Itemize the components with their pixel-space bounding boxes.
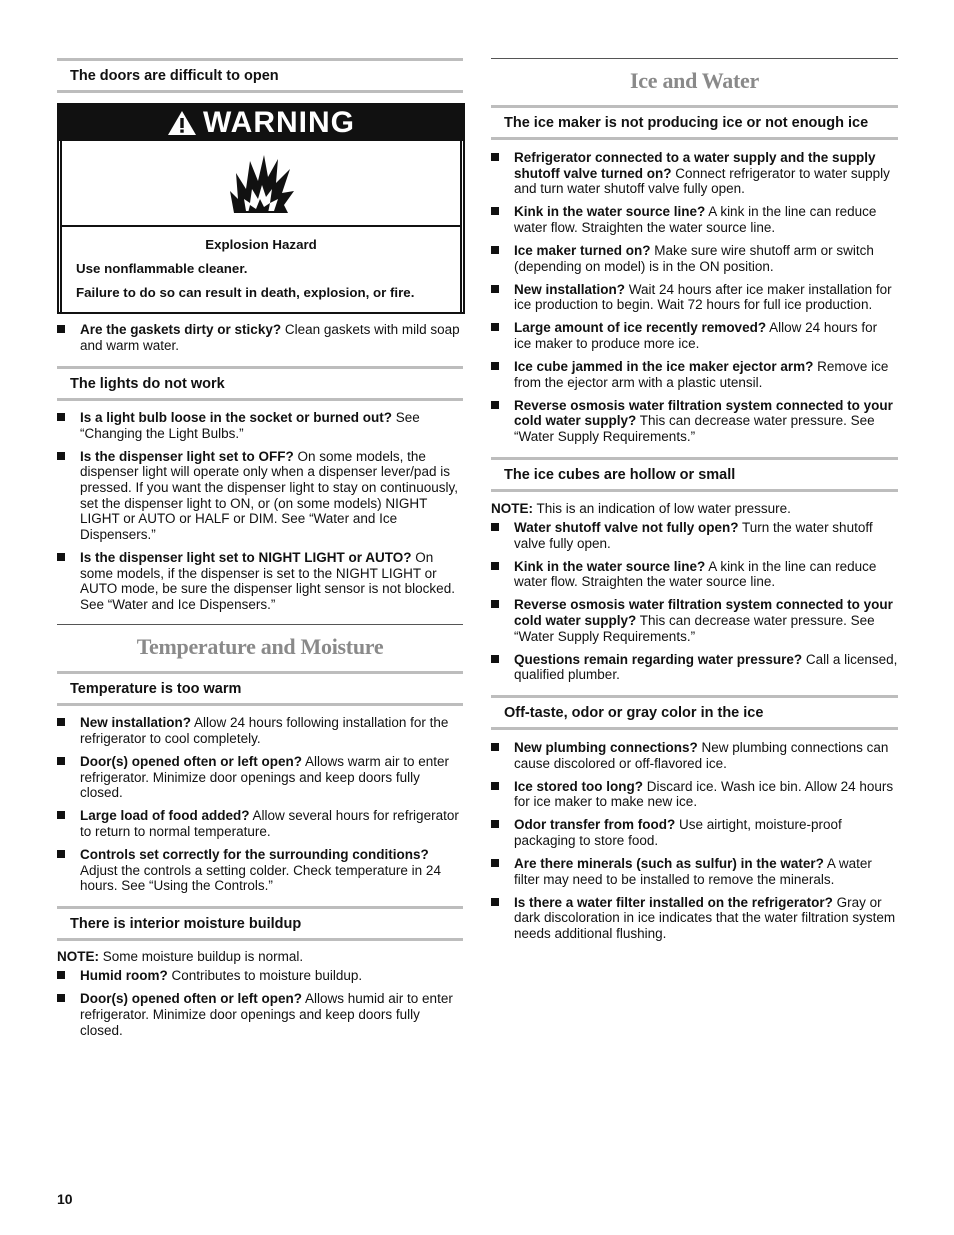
bullet-square-icon [491,859,499,867]
item-answer: Wait 24 hours after ice maker installation for ice production to begin. Wait 72 hours for full ice production. [514,281,892,313]
moisture-heading: There is interior moisture buildup [57,906,463,941]
bullet-square-icon [491,820,499,828]
list-item [57,550,463,612]
right-column [491,58,898,949]
item-answer: Turn the water shutoff valve fully open. [514,520,873,551]
item-answer: Contributes to moisture buildup. [167,968,363,984]
item-answer: Adjust the controls a setting colder. Check temperature in 24 hours. See “Using the Controls.” [80,862,441,894]
list-item [491,243,898,274]
item-answer: This can decrease water pressure. See “Water Supply Requirements.” [514,413,875,444]
bullet-square-icon [57,325,65,333]
off-taste-list [491,740,898,942]
warning-icon-area [60,141,462,227]
item-answer: Connect refrigerator to water supply and turn water shutoff valve fully open. [514,165,890,197]
hazard-title: Explosion Hazard [205,237,317,252]
item-question: Controls set correctly for the surrounding conditions? [80,846,429,862]
bullet-square-icon [491,207,499,215]
item-question: Is the dispenser light set to NIGHT LIGHT or AUTO? [80,549,412,565]
lights-heading: The lights do not work [57,366,463,401]
bullet-square-icon [491,782,499,790]
list-item [57,754,463,801]
item-answer: On some models, if the dispenser is set to the NIGHT LIGHT or AUTO mode, be sure the dispenser light sensor is not blocked. See “Water and Ice Dispensers.” [80,549,455,612]
bullet-square-icon [57,757,65,765]
bullet-square-icon [491,323,499,331]
item-question: Door(s) opened often or left open? [80,754,302,769]
list-item [491,150,898,197]
list-item [491,204,898,235]
bullet-square-icon [57,413,65,421]
item-answer: Call a licensed, qualified plumber. [514,651,898,683]
item-question: Kink in the water source line? [514,204,706,220]
note-label: NOTE: [491,500,533,516]
bullet-square-icon [491,153,499,161]
warning-body [60,227,462,312]
item-question: Odor transfer from food? [514,817,676,833]
note-text: Some moisture buildup is normal. [99,948,304,964]
list-item [491,856,898,887]
item-answer: Use airtight, moisture-proof packaging to store food. [514,817,842,848]
list-item [57,991,463,1038]
page-number: 10 [57,1191,73,1207]
warning-line-2: Failure to do so can result in death, explosion, or fire. [76,285,415,300]
item-answer: Allow 24 hours following installation for the refrigerator to cool completely. [80,715,449,746]
item-question: Questions remain regarding water pressure? [514,651,803,667]
bullet-square-icon [491,523,499,531]
bullet-square-icon [57,553,65,561]
warning-header [59,105,463,141]
no-ice-list [491,150,898,445]
item-question: Humid room? [80,968,168,984]
item-answer: Allows warm air to enter refrigerator. Minimize door openings and keep doors fully closed. [80,754,450,801]
bullet-square-icon [57,850,65,858]
item-answer: New plumbing connections can cause discolored or off-flavored ice. [514,739,889,771]
left-column [57,58,463,1046]
warning-label: WARNING [203,106,355,139]
bullet-square-icon [57,718,65,726]
warning-triangle-icon [167,110,197,136]
item-answer: Clean gaskets with mild soap and warm water. [80,322,460,353]
list-item [491,895,898,942]
list-item [491,359,898,390]
item-question: Large load of food added? [80,808,250,824]
item-answer: Allow 24 hours for ice maker to produce more ice. [514,320,878,351]
list-item [57,715,463,746]
hollow-heading: The ice cubes are hollow or small [491,457,898,492]
list-item [491,817,898,848]
item-question: Ice maker turned on? [514,242,651,258]
list-item [57,968,463,984]
item-answer: Remove ice from the ejector arm with a plastic utensil. [514,359,889,390]
item-answer: Make sure wire shutoff arm or switch (depending on model) is in the ON position. [514,242,874,274]
item-question: New plumbing connections? [514,739,698,755]
item-question: Are there minerals (such as sulfur) in the water? [514,856,824,871]
lights-list [57,410,463,612]
item-answer: Discard ice. Wash ice bin. Allow 24 hours for ice maker to make new ice. [514,778,894,810]
list-item [491,282,898,313]
note-text: This is an indication of low water pressure. [533,500,791,516]
bullet-square-icon [491,898,499,906]
item-question: Refrigerator connected to a water supply and the supply shutoff valve turned on? [514,150,876,181]
list-item [491,559,898,590]
hollow-list [491,520,898,683]
item-question: Reverse osmosis water filtration system connected to your cold water supply? [514,597,893,629]
list-item [57,847,463,894]
too-warm-heading: Temperature is too warm [57,671,463,706]
bullet-square-icon [491,743,499,751]
item-question: Ice cube jammed in the ice maker ejector arm? [514,359,814,375]
item-question: Large amount of ice recently removed? [514,320,767,336]
note-label: NOTE: [57,948,99,964]
explosion-icon [226,151,296,215]
item-answer: Gray or dark discoloration in ice indicates that the water filtration system needs additional flushing. [514,894,896,941]
list-item [491,652,898,683]
list-item [57,449,463,543]
list-item [491,740,898,771]
item-question: Are the gaskets dirty or sticky? [80,322,282,337]
doors-list [57,322,463,353]
bullet-square-icon [491,285,499,293]
doors-heading: The doors are difficult to open [57,58,463,93]
moisture-note [57,949,463,965]
moisture-list [57,968,463,1038]
list-item [57,322,463,353]
list-item [57,808,463,839]
item-question: Is the dispenser light set to OFF? [80,448,294,464]
item-question: New installation? [80,715,192,731]
bullet-square-icon [491,246,499,254]
item-answer: See “Changing the Light Bulbs.” [80,410,420,441]
bullet-square-icon [57,971,65,979]
bullet-square-icon [491,600,499,608]
list-item [491,597,898,644]
item-answer: A water filter may need to be installed to remove the minerals. [514,856,872,887]
item-question: New installation? [514,281,626,297]
warning-line-1: Use nonflammable cleaner. [76,261,248,276]
item-question: Reverse osmosis water filtration system connected to your cold water supply? [514,397,893,429]
item-answer: A kink in the line can reduce water flow. Straighten the water source line. [514,204,877,235]
item-answer: Allows humid air to enter refrigerator. Minimize door openings and keep doors fully closed. [80,991,453,1038]
item-answer: Allow several hours for refrigerator to return to normal temperature. [80,808,459,839]
item-answer: On some models, the dispenser light will operate only when a dispenser lever/pad is pressed. If you want the dispenser light to stay on continuously, set the dispenser light to ON, or (on some models) NIGHT LIGHT or AUTO or HALF or DIM. See “Water and Ice Dispensers.” [80,448,458,542]
item-question: Ice stored too long? [514,778,644,794]
temperature-section-title: Temperature and Moisture [57,624,463,660]
list-item [57,410,463,441]
item-answer: A kink in the line can reduce water flow. Straighten the water source line. [514,558,877,590]
ice-water-section-title: Ice and Water [491,58,898,94]
item-answer: This can decrease water pressure. See “Water Supply Requirements.” [514,613,875,644]
bullet-square-icon [491,362,499,370]
hollow-note [491,501,898,517]
list-item [491,520,898,551]
list-item [491,779,898,810]
bullet-square-icon [57,452,65,460]
item-question: Is a light bulb loose in the socket or burned out? [80,410,393,426]
item-question: Water shutoff valve not fully open? [514,520,739,536]
off-taste-heading: Off-taste, odor or gray color in the ice [491,695,898,730]
list-item [491,320,898,351]
item-question: Door(s) opened often or left open? [80,991,302,1007]
no-ice-heading: The ice maker is not producing ice or not enough ice [491,105,898,140]
bullet-square-icon [57,811,65,819]
bullet-square-icon [491,401,499,409]
bullet-square-icon [491,655,499,663]
item-question: Kink in the water source line? [514,558,706,574]
item-question: Is there a water filter installed on the refrigerator? [514,894,833,910]
bullet-square-icon [57,994,65,1002]
list-item [491,398,898,445]
bullet-square-icon [491,562,499,570]
too-warm-list [57,715,463,893]
warning-box [57,103,465,314]
